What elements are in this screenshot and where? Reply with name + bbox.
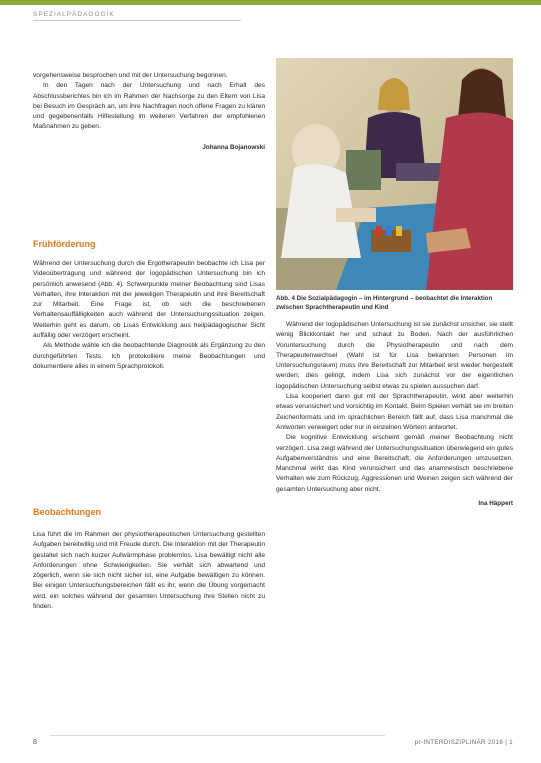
heading-fruehfoerderung: Frühförderung xyxy=(33,239,96,249)
right-paragraph-3: Die kognitive Entwicklung erscheint gemäß meiner Beobachtung nicht verzögert. Lisa zeigt während der Untersuchungssituation überwiegend ein gutes Aufgabenverständnis und eine Bereitschaft, die Anforderungen umzusetzen. Manchmal wirkt das Kind verunsichert und das anamnestisch beschriebene Verhalten wie zum Rückzug, Aggressionen und Weinen zeigen sich während der gesamten Untersuchung aber nicht. xyxy=(276,434,513,493)
photo-illustration xyxy=(276,58,513,290)
top-accent-bar xyxy=(0,0,541,5)
intro-paragraph-1: vorgehensweise besprochen und mit der Untersuchung begonnen. xyxy=(33,72,228,79)
beobachtungen-paragraph-1: Lisa führt die im Rahmen der physiotherapeutischen Untersuchung gestellten Aufgaben bereitwillig und mit Freude durch. Die Interaktion mit der Therapeutin gestaltet sich nach kurzer Aufwärmphase problemlos. Lisa bewältigt nicht alle Anforderungen ohne Schwierigkeiten. Sie verhält sich abwartend und zögerlich, wenn sie sich nicht sicher ist, eine Aufgabe bewältigen zu können. Bei einigen Untersuchungsbereichen fällt es ihr, wenn die Übung vorgemacht wird, ein solches während der gesamten Untersuchung ihre Stellen nicht zu finden. xyxy=(33,531,265,611)
header-rule xyxy=(33,20,241,21)
right-column-text xyxy=(276,320,513,509)
fruehfoerderung-text xyxy=(33,259,265,372)
fruehfoerderung-paragraph-2: Als Methode wähle ich die beobachtende Diagnostik als Ergänzung zu den durchgeführten Tests. Ich protokolliere meine Beobachtungen und dokumentiere alles in einem Sprachprotokoll. xyxy=(33,342,265,370)
right-paragraph-2: Lisa kooperiert dann gut mit der Sprachtherapeutin, wirkt aber weiterhin etwas verunsichert und vorsichtig im Kontakt. Beim Spielen verhält sie im breiten Zeichenformats und im sprachlichen Bereich fällt auf, dass Lisa manchmal die Antworten verweigert oder nur in einzelnen Wörtern antwortet. xyxy=(276,393,513,431)
therapy-session-photo xyxy=(276,58,513,290)
author-haeppert: Ina Häppert xyxy=(478,500,513,508)
beobachtungen-text xyxy=(33,530,265,612)
author-bojanowski: Johanna Bojanowski xyxy=(202,143,265,151)
journal-footer: pr-INTERDISZIPLINÄR 2016 | 1 xyxy=(414,739,513,746)
page-number: 8 xyxy=(33,739,37,746)
intro-text xyxy=(33,71,265,153)
photo-caption: Abb. 4 Die Sozialpädagogin – im Hintergrund – beobachtet die Interaktion zwischen Sprachtherapeutin und Kind xyxy=(276,295,493,311)
intro-paragraph-2: In den Tagen nach der Untersuchung und nach Erhalt des Abschlussberichtes bin ich im Rahmen der Nachsorge zu den Eltern von Lisa bei Besuch im Gespräch an, um ihre Nachfragen noch offene Fragen zu klären und gegebenenfalls Hilfestellung im weiteren Verfahren der empfohlenen Maßnahmen zu geben. xyxy=(33,82,265,131)
heading-beobachtungen: Beobachtungen xyxy=(33,507,102,517)
footer-rule xyxy=(50,735,385,736)
section-label: SPEZIALPÄDAGOGIK xyxy=(33,11,115,18)
fruehfoerderung-paragraph-1: Während der Untersuchung durch die Ergotherapeutin beobachte ich Lisa per Videoübertragung und während der logopädischen Untersuchung bin ich persönlich anwesend (Abb. 4). Schwerpunkte meiner Beobachtung sind Lisas Verhalten, ihre Interaktion mit der jeweiligen Therapeutin und ihre Bereitschaft zur Mitarbeit. Eine Frage ist, ob sich die beschriebenen Verhaltensauffälligkeiten auch während der Untersuchungssituation zeigen. Weiterhin geht es darum, ob Lisas Entwicklung aus heilpädagogischer Sicht auffällig oder verzögert erscheint. xyxy=(33,260,265,340)
right-paragraph-1: Während der logopädischen Untersuchung ist sie zunächst unsicher, sie stellt wenig Blickkontakt her und schaut zu Boden. Nach der ausführlichen Voruntersuchung durch die Physiotherapeutin und nach dem Therapeutenwechsel (Wahl ist für Lisa bekannten Personen im Untersuchungsraum) muss ihre Bereitschaft zur Mitarbeit erst wieder hergestellt werden; dies gelingt, indem Lisa sich zunächst vor der eigentlichen logopädischen Untersuchung selbst etwas zu spielen aussuchen darf. xyxy=(276,321,513,390)
